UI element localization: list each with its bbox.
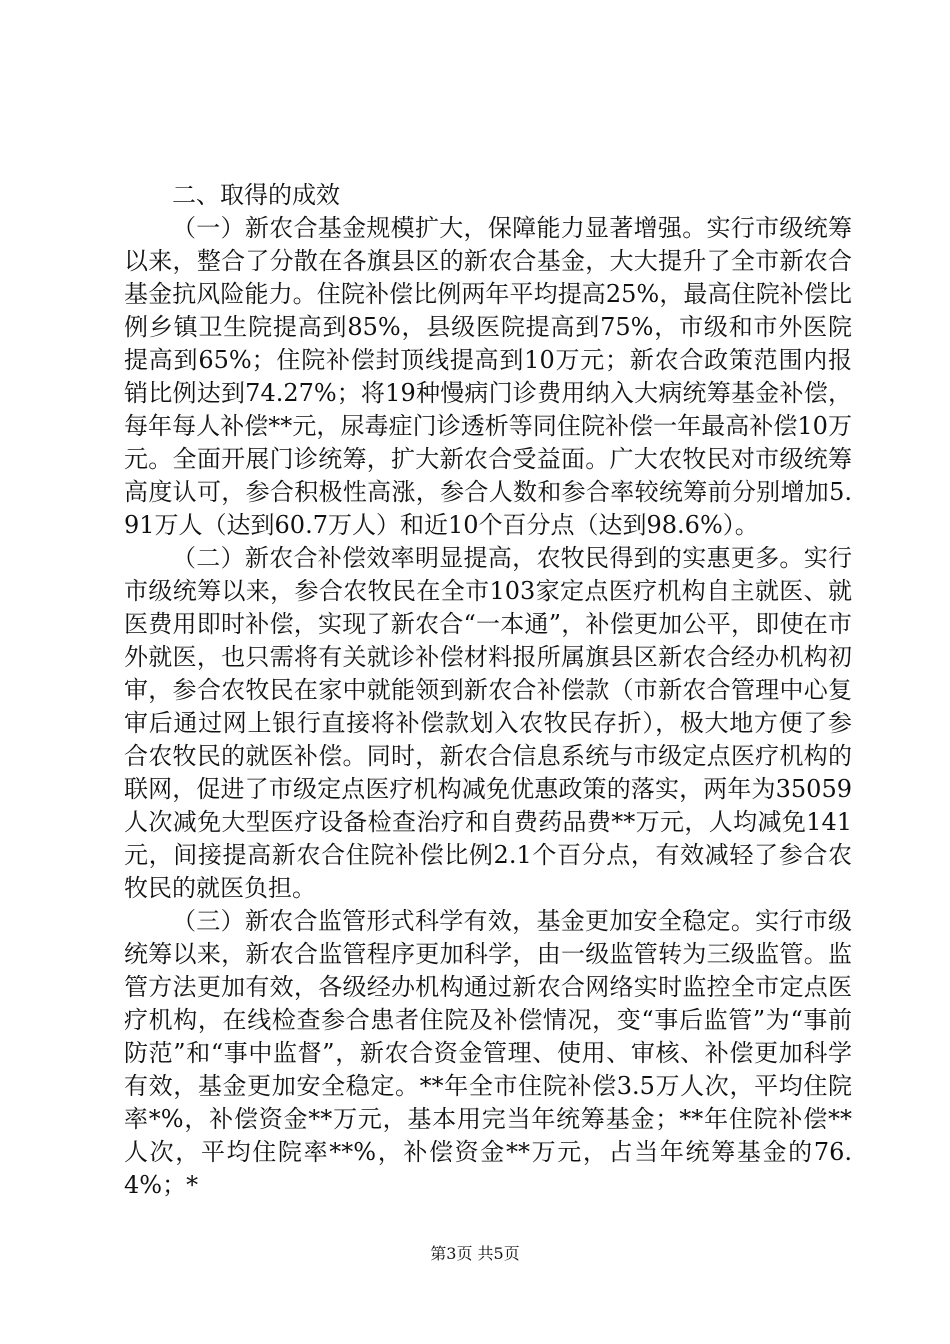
section-heading: 二、取得的成效	[172, 181, 340, 209]
paragraph-fund-scale: （一）新农合基金规模扩大，保障能力显著增强。实行市级统筹以来，整合了分散在各旗县区的新农合基金，大大提升了全市新农合基金抗风险能力。住院补偿比例两年平均提高25%，最高住院补偿比例乡镇卫生院提高到85%，县级医院提高到75%，市级和市外医院提高到65%；住院补偿封顶线提高到10万元；新农合政策范围内报销比例达到74.27%；将19种慢病门诊费用纳入大病统筹基金补偿，每年每人补偿**元，尿毒症门诊透析等同住院补偿一年最高补偿10万元。全面开展门诊统筹，扩大新农合受益面。广大农牧民对市级统筹高度认可，参合积极性高涨，参合人数和参合率较统筹前分别增加5.91万人（达到60.7万人）和近10个百分点（达到98.6%）。	[124, 214, 852, 539]
document-body	[124, 179, 852, 1202]
paragraph-supervision: （三）新农合监管形式科学有效，基金更加安全稳定。实行市级统筹以来，新农合监管程序更加科学，由一级监管转为三级监管。监管方法更加有效，各级经办机构通过新农合网络实时监控全市定点医疗机构，在线检查参合患者住院及补偿情况，变“事后监管”为“事前防范”和“事中监督”，新农合资金管理、使用、审核、补偿更加科学有效，基金更加安全稳定。**年全市住院补偿3.5万人次，平均住院率*%，补偿资金**万元，基本用完当年统筹基金；**年住院补偿**人次，平均住院率**%，补偿资金**万元，占当年统筹基金的76.4%；*	[124, 907, 852, 1199]
paragraph-compensation-efficiency: （二）新农合补偿效率明显提高，农牧民得到的实惠更多。实行市级统筹以来，参合农牧民在全市103家定点医疗机构自主就医、就医费用即时补偿，实现了新农合“一本通”，补偿更加公平，即使在市外就医，也只需将有关就诊补偿材料报所属旗县区新农合经办机构初审，参合农牧民在家中就能领到新农合补偿款（市新农合管理中心复审后通过网上银行直接将补偿款划入农牧民存折），极大地方便了参合农牧民的就医补偿。同时，新农合信息系统与市级定点医疗机构的联网，促进了市级定点医疗机构减免优惠政策的落实，两年为35059人次减免大型医疗设备检查治疗和自费药品费**万元，人均减免141元，间接提高新农合住院补偿比例2.1个百分点，有效减轻了参合农牧民的就医负担。	[124, 544, 852, 902]
page-footer: 第3页 共5页	[430, 1244, 520, 1263]
